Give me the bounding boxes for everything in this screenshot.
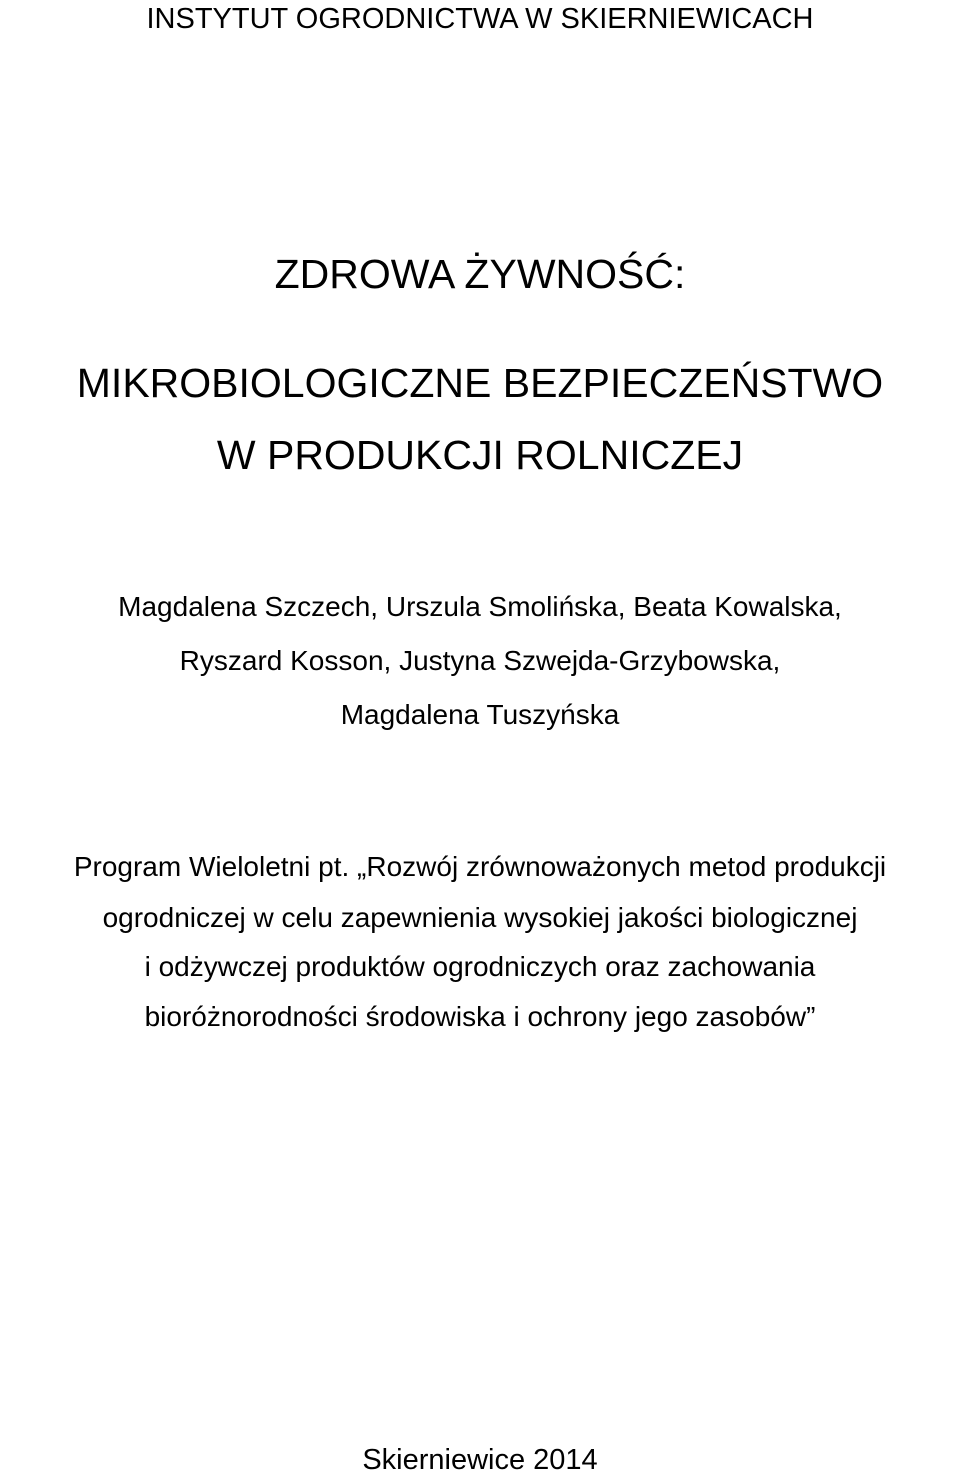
- program-line-1: Program Wieloletni pt. „Rozwój zrównoważonych metod produkcji: [73, 851, 887, 882]
- authors-line-1: Magdalena Szczech, Urszula Smolińska, Beata Kowalska,: [118, 591, 842, 622]
- document-title: ZDROWA ŻYWNOŚĆ:: [274, 251, 686, 297]
- authors-line-3: Magdalena Tuszyńska: [340, 699, 620, 730]
- document-subtitle-line-2: W PRODUKCJI ROLNICZEJ: [216, 432, 744, 478]
- program-line-2: ogrodniczej w celu zapewnienia wysokiej jakości biologicznej: [102, 902, 858, 933]
- program-line-4: bioróżnorodności środowiska i ochrony jego zasobów”: [144, 1001, 816, 1032]
- authors-line-2: Ryszard Kosson, Justyna Szwejda-Grzybowska,: [179, 645, 781, 676]
- program-line-3: i odżywczej produktów ogrodniczych oraz zachowania: [144, 951, 816, 982]
- place-and-year: Skierniewice 2014: [362, 1444, 598, 1476]
- institute-name: INSTYTUT OGRODNICTWA W SKIERNIEWICACH: [146, 3, 814, 35]
- document-subtitle-line-1: MIKROBIOLOGICZNE BEZPIECZEŃSTWO: [76, 360, 884, 406]
